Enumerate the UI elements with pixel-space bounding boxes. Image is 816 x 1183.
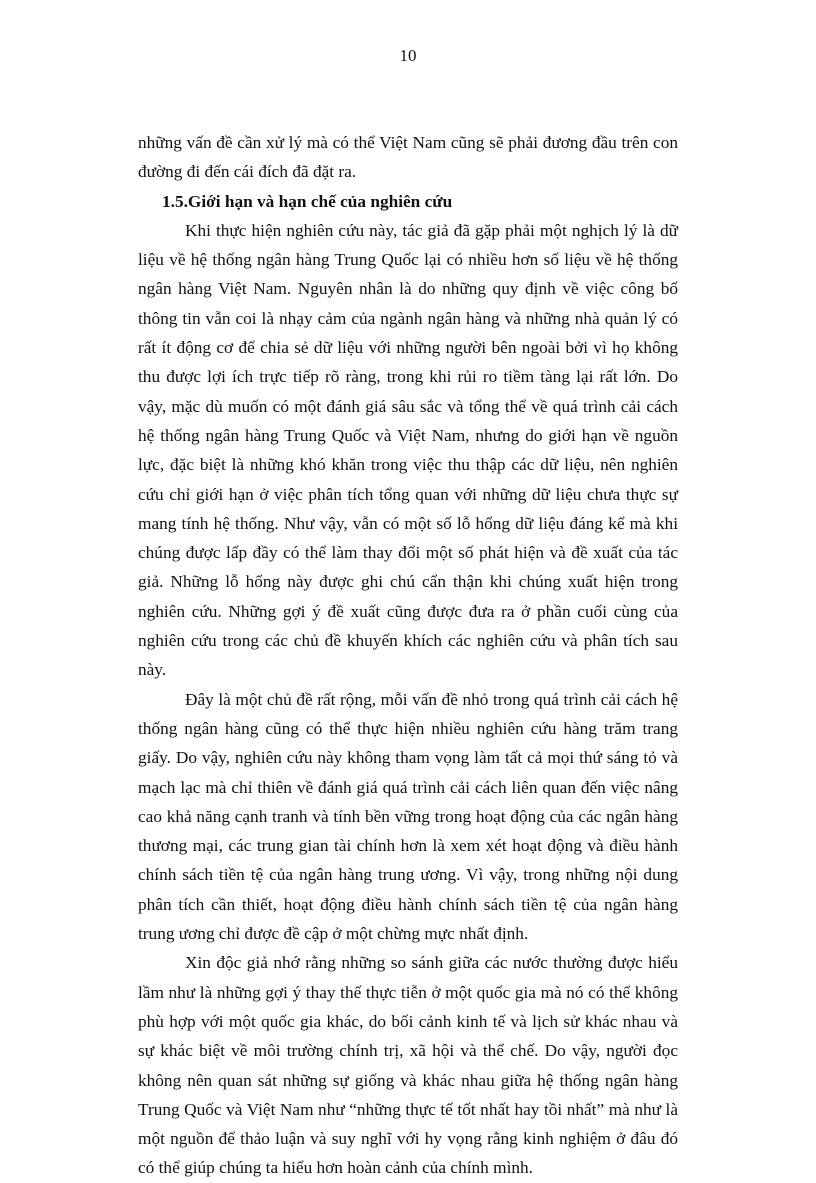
document-body xyxy=(138,128,678,1183)
continuation-paragraph: những vấn đề cần xử lý mà có thể Việt Nam cũng sẽ phải đương đầu trên con đường đi đến cái đích đã đặt ra. xyxy=(138,133,678,182)
paragraph-scope: Đây là một chủ đề rất rộng, mỗi vấn đề nhỏ trong quá trình cải cách hệ thống ngân hàng cũng có thể thực hiện nhiều nghiên cứu hàng trăm trang giấy. Do vậy, nghiên cứu này không tham vọng làm tất cả mọi thứ sáng tỏ và mạch lạc mà chỉ thiên về đánh giá quá trình cải cách liên quan đến việc nâng cao khả năng cạnh tranh và tính bền vững trong hoạt động của các ngân hàng thương mại, các trung gian tài chính hơn là xem xét hoạt động và điều hành chính sách tiền tệ của ngân hàng trung ương. Vì vậy, trong những nội dung phân tích cần thiết, hoạt động điều hành chính sách tiền tệ của ngân hàng trung ương chỉ được đề cập ở một chừng mực nhất định. xyxy=(138,689,678,944)
page-number: 10 xyxy=(399,46,417,65)
section-heading: 1.5.Giới hạn và hạn chế của nghiên cứu xyxy=(162,191,453,211)
paragraph-comparison-caveat: Xin độc giả nhớ rằng những so sánh giữa các nước thường được hiểu lầm như là những gợi ý thay thế thực tiễn ở một quốc gia mà nó có thể không phù hợp với một quốc gia khác, do bối cảnh kinh tế và lịch sử khác nhau và sự khác biệt về môi trường chính trị, xã hội và thể chế. Do vậy, người đọc không nên quan sát những sự giống và khác nhau giữa hệ thống ngân hàng Trung Quốc và Việt Nam như “những thực tế tốt nhất hay tồi nhất” mà như là một nguồn để thảo luận và suy nghĩ với hy vọng rằng kinh nghiệm ở đâu đó có thể giúp chúng ta hiểu hơn hoàn cảnh của chính mình. xyxy=(138,953,678,1178)
paragraph-limitations-data: Khi thực hiện nghiên cứu này, tác giả đã gặp phải một nghịch lý là dữ liệu về hệ thống ngân hàng Trung Quốc lại có nhiều hơn số liệu về hệ thống ngân hàng Việt Nam. Nguyên nhân là do những quy định về việc công bố thông tin vẫn coi là nhạy cảm của ngành ngân hàng và những nhà quản lý có rất ít động cơ để chia sẻ dữ liệu với những người bên ngoài bởi vì họ không thu được lợi ích trực tiếp rõ ràng, trong khi rủi ro tiềm tàng lại rất lớn. Do vậy, mặc dù muốn có một đánh giá sâu sắc và tổng thể về quá trình cải cách hệ thống ngân hàng Trung Quốc và Việt Nam, nhưng do giới hạn về nguồn lực, đặc biệt là những khó khăn trong việc thu thập các dữ liệu, nên nghiên cứu chỉ giới hạn ở việc phân tích tổng quan với những dữ liệu chưa thực sự mang tính hệ thống. Như vậy, vẫn có một số lỗ hổng dữ liệu đáng kể mà khi chúng được lấp đầy có thể làm thay đổi một số phát hiện và đề xuất của tác giả. Những lỗ hổng này được ghi chú cẩn thận khi chúng xuất hiện trong nghiên cứu. Những gợi ý đề xuất cũng được đưa ra ở phần cuối cùng của nghiên cứu trong các chủ đề khuyến khích các nghiên cứu và phân tích sau này. xyxy=(138,220,678,680)
